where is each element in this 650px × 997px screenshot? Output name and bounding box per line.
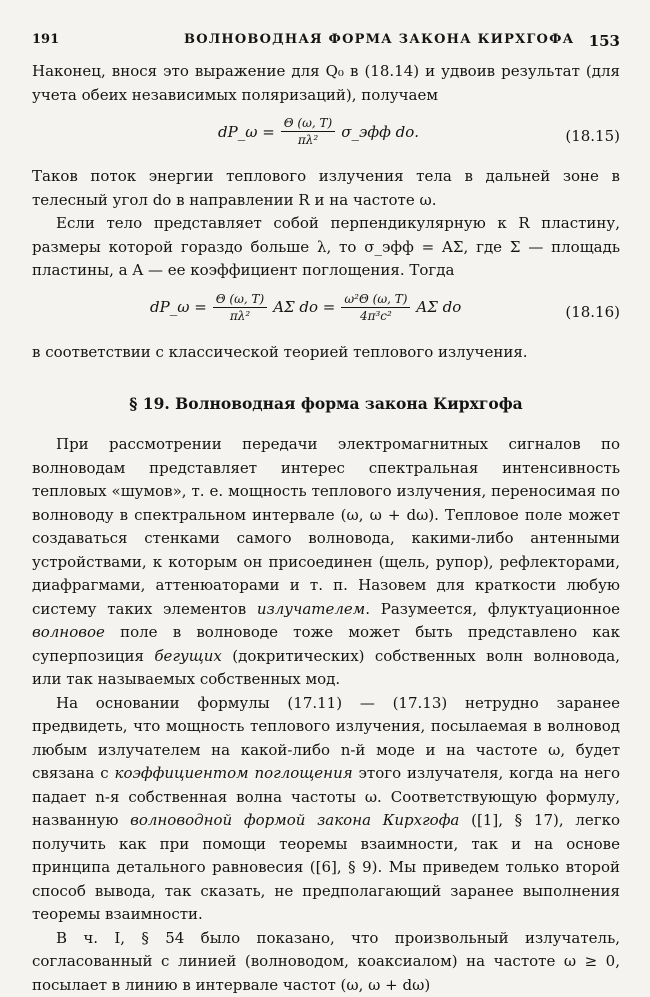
paragraph-flux: Таков поток энергии теплового излучения тела в дальней зоне в телесный угол dо в направлении R и на частоте ω. xyxy=(32,165,620,212)
fraction-numerator: ω²Θ (ω, T) xyxy=(341,291,410,308)
term-emitter: излучателем xyxy=(257,600,365,618)
fraction-numerator: Θ (ω, T) xyxy=(281,115,335,132)
fraction-denominator: πλ² xyxy=(227,308,253,324)
formula-rhs: σ_эфф dо. xyxy=(341,123,419,141)
term-absorption: коэффициентом поглощения xyxy=(114,764,352,782)
formula-fraction xyxy=(281,115,335,148)
formula-fraction xyxy=(213,291,267,324)
formula-18-15 xyxy=(32,107,620,165)
fraction-numerator: Θ (ω, T) xyxy=(213,291,267,308)
running-title: ВОЛНОВОДНАЯ ФОРМА ЗАКОНА КИРХГОФА xyxy=(184,32,574,47)
paragraph-kirchhoff: На основании формулы (17.11) — (17.13) нетрудно заранее предвидеть, что мощность теплового излучения, посылаемая в волновод любым излучателем на какой-либо n-й моде и на частоте ω, будет связана с коэффициентом поглощения этого излучателя, когда на него падает n-я собственная волна частоты ω. Соответствующую формулу, названную волноводной формой закона Кирхгофа ([1], § 17), легко получить как при помощи теоремы взаимности, так и на основе принципа детального равновесия ([6], § 9). Мы приведем только второй способ вывода, так сказать, не предполагающий заранее выполнения теоремы взаимности. xyxy=(32,692,620,927)
formula-18-16 xyxy=(32,283,620,341)
formula-fraction xyxy=(341,291,410,324)
running-header xyxy=(32,26,620,52)
section-heading: § 19. Волноводная форма закона Кирхгофа xyxy=(32,394,620,413)
page-number: 153 xyxy=(589,32,620,50)
section-number: 191 xyxy=(32,32,59,47)
paragraph-emitter: В ч. I, § 54 было показано, что произвольный излучатель, согласованный с линией (волноводом, коаксиалом) на частоте ω ≥ 0, посылает в линию в интервале частот (ω, ω + dω) xyxy=(32,927,620,997)
fraction-denominator: 4π³c² xyxy=(357,308,395,324)
formula-lhs: dP_ω = xyxy=(218,123,275,141)
term-kirchhoff-law: волноводной формой закона Кирхгофа xyxy=(130,811,459,829)
formula-rhs: AΣ dо xyxy=(416,298,461,316)
paragraph-plate: Если тело представляет собой перпендикулярную к R пластину, размеры которой гораздо больше λ, то σ_эфф = AΣ, где Σ — площадь пластины, а A — ее коэффициент поглощения. Тогда xyxy=(32,212,620,283)
formula-middle: AΣ dо = xyxy=(273,298,335,316)
term-travelling: бегущих xyxy=(154,647,221,665)
term-wave: волновое xyxy=(32,623,105,641)
paragraph-classical: в соответствии с классической теорией теплового излучения. xyxy=(32,341,620,365)
formula-lhs: dP_ω = xyxy=(150,298,207,316)
fraction-denominator: πλ² xyxy=(295,132,321,148)
equation-number: (18.15) xyxy=(565,127,620,145)
equation-number: (18.16) xyxy=(565,303,620,321)
paragraph-intro: Наконец, внося это выражение для Q₀ в (18.14) и удвоив результат (для учета обеих независимых поляризаций), получаем xyxy=(32,60,620,107)
book-page xyxy=(32,26,620,997)
paragraph-waveguide-noise: При рассмотрении передачи электромагнитных сигналов по волноводам представляет интерес спектральная интенсивность тепловых «шумов», т. е. мощность теплового излучения, переносимая по волноводу в спектральном интервале (ω, ω + dω). Тепловое поле может создаваться стенками самого волновода, какими-либо антенными устройствами, к которым он присоединен (щель, рупор), рефлекторами, диафрагмами, аттенюаторами и т. п. Назовем для краткости любую систему таких элементов излучателем. Разумеется, флуктуационное волновое поле в волноводе тоже может быть представлено как суперпозиция бегущих (докритических) собственных волн волновода, или так называемых собственных мод. xyxy=(32,433,620,692)
